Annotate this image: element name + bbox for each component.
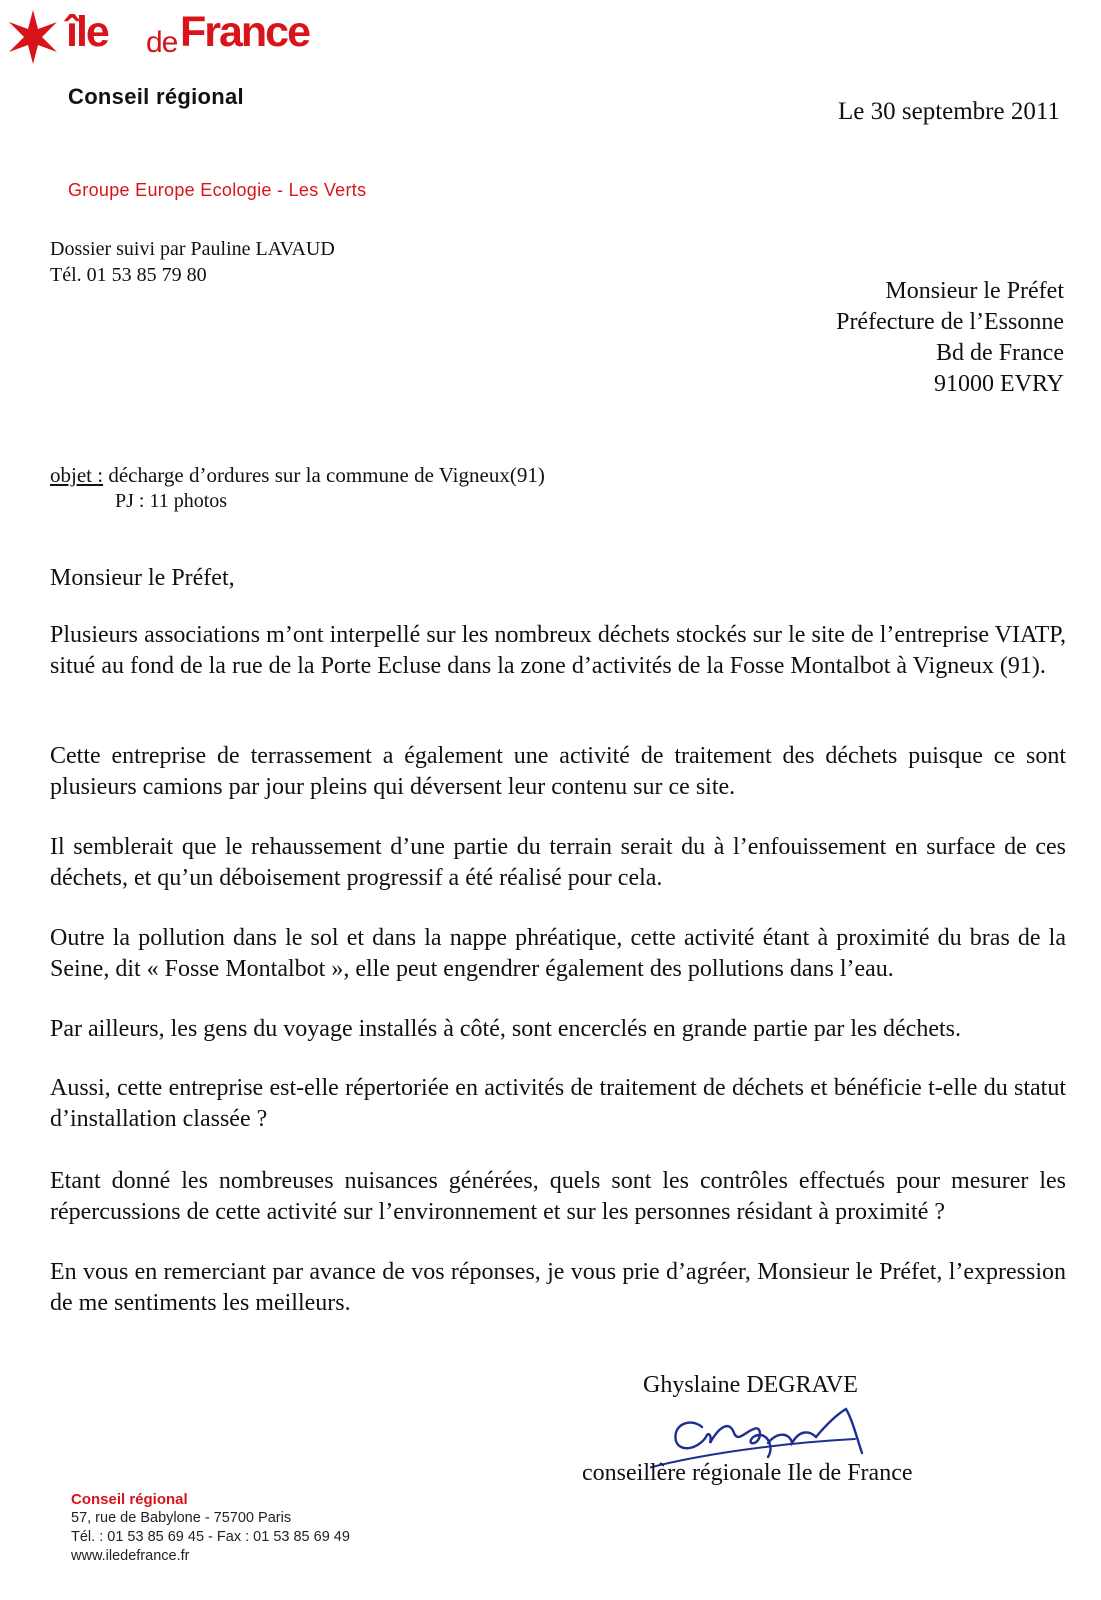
recipient-line: 91000 EVRY (933, 371, 1064, 397)
body-paragraph: Outre la pollution dans le sol et dans la nappe phréatique, cette activité étant à proximité du bras de la Seine, dit « Fosse Montalbot », elle peut engendrer également des pollutions dans l’eau. (50, 925, 1066, 982)
footer-address-block (71, 1490, 350, 1566)
star-logo-icon (4, 6, 62, 64)
letter-date: Le 30 septembre 2011 (838, 98, 1060, 125)
council-heading: Conseil régional (68, 84, 244, 109)
body-paragraph: Cette entreprise de terrassement a également une activité de traitement des déchets puisque ce sont plusieurs camions par jour pleins qui déversent leur contenu sur ce site. (50, 743, 1066, 800)
body-paragraph: Aussi, cette entreprise est-elle répertoriée en activités de traitement de déchets et bénéficie t-elle du statut d’installation classée ? (50, 1075, 1066, 1132)
logo-text-france: France (180, 8, 310, 56)
dossier-phone: Tél. 01 53 85 79 80 (50, 264, 207, 286)
logo-text-ile: île (66, 8, 108, 56)
body-paragraph: En vous en remerciant par avance de vos réponses, je vous prie d’agréer, Monsieur le Préfet, l’expression de me sentiments les meilleurs. (50, 1259, 1066, 1316)
footer-heading: Conseil régional (71, 1491, 188, 1508)
footer-address: 57, rue de Babylone - 75700 Paris (71, 1510, 292, 1526)
signer-title: conseillère régionale Ile de France (582, 1460, 913, 1486)
subject-label: objet : (50, 463, 104, 487)
body-paragraph: Il semblerait que le rehaussement d’une partie du terrain serait du à l’enfouissement en surface de ces déchets, et qu’un déboisement progressif a été réalisé pour cela. (50, 834, 1066, 891)
dossier-info (50, 236, 335, 288)
body-paragraph: Etant donné les nombreuses nuisances générées, quels sont les contrôles effectués pour mesurer les répercussions de cette activité sur l’environnement et sur les personnes résidant à proximité ? (50, 1168, 1066, 1225)
subject-text: décharge d’ordures sur la commune de Vigneux(91) (103, 463, 545, 487)
dossier-contact: Dossier suivi par Pauline LAVAUD (50, 238, 335, 260)
salutation: Monsieur le Préfet, (50, 565, 235, 591)
footer-website[interactable]: www.iledefrance.fr (71, 1548, 190, 1564)
political-group: Groupe Europe Ecologie - Les Verts (68, 180, 367, 200)
body-paragraph: Par ailleurs, les gens du voyage installés à côté, sont encerclés en grande partie par les déchets. (50, 1016, 961, 1042)
recipient-address (836, 276, 1064, 400)
footer-phone: Tél. : 01 53 85 69 45 - Fax : 01 53 85 69 49 (71, 1529, 350, 1545)
signer-name: Ghyslaine DEGRAVE (643, 1372, 858, 1398)
logo-text-de: de (146, 26, 178, 59)
body-paragraph: Plusieurs associations m’ont interpellé sur les nombreux déchets stockés sur le site de l’entreprise VIATP, situé au fond de la rue de la Porte Ecluse dans la zone d’activités de la Fosse Montalbot à Vigneux (91). (50, 622, 1066, 679)
iledefrance-logo (4, 6, 310, 66)
recipient-line: Bd de France (936, 340, 1064, 366)
attachments-note: PJ : 11 photos (115, 490, 228, 512)
subject-line (50, 460, 545, 490)
recipient-line: Monsieur le Préfet (885, 278, 1064, 304)
recipient-line: Préfecture de l’Essonne (836, 309, 1064, 335)
